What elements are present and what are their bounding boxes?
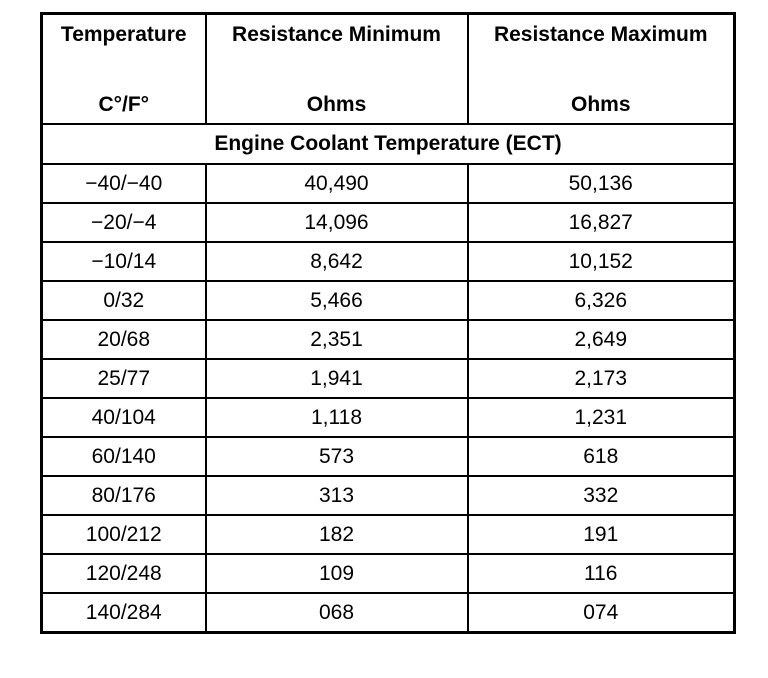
table-row: [42, 476, 735, 515]
table-row: [42, 203, 735, 242]
temperature-cell: 120/248: [42, 554, 206, 593]
temperature-cell: 20/68: [42, 320, 206, 359]
resistance-max-cell: 116: [468, 554, 735, 593]
table-row: [42, 515, 735, 554]
resistance-max-cell: 10,152: [468, 242, 735, 281]
temperature-cell: 60/140: [42, 437, 206, 476]
resistance-max-cell: 50,136: [468, 164, 735, 203]
resistance-max-cell: 2,173: [468, 359, 735, 398]
resistance-min-cell: 1,941: [206, 359, 468, 398]
resistance-max-cell: 1,231: [468, 398, 735, 437]
resistance-min-cell: 109: [206, 554, 468, 593]
header-resistance-minimum: [206, 14, 468, 125]
table-row: [42, 281, 735, 320]
resistance-max-cell: 6,326: [468, 281, 735, 320]
resistance-min-cell: 40,490: [206, 164, 468, 203]
header-resistance-maximum-label: Resistance Maximum: [493, 23, 708, 46]
header-temperature: [42, 14, 206, 125]
table-row: [42, 242, 735, 281]
table-row: [42, 359, 735, 398]
temperature-cell: 100/212: [42, 515, 206, 554]
header-temperature-label: Temperature: [60, 23, 187, 46]
resistance-max-cell: 16,827: [468, 203, 735, 242]
header-resistance-maximum: [468, 14, 735, 125]
table-row: [42, 320, 735, 359]
resistance-min-cell: 182: [206, 515, 468, 554]
table-row: [42, 554, 735, 593]
ect-resistance-table: [40, 12, 736, 634]
resistance-min-cell: 1,118: [206, 398, 468, 437]
temperature-cell: 80/176: [42, 476, 206, 515]
resistance-max-cell: 2,649: [468, 320, 735, 359]
temperature-cell: −10/14: [42, 242, 206, 281]
temperature-cell: 40/104: [42, 398, 206, 437]
header-row: [42, 14, 735, 125]
temperature-cell: −40/−40: [42, 164, 206, 203]
header-temperature-unit: C°/F°: [98, 93, 150, 116]
resistance-min-cell: 14,096: [206, 203, 468, 242]
header-resistance-maximum-unit: Ohms: [570, 93, 631, 116]
resistance-max-cell: 332: [468, 476, 735, 515]
resistance-min-cell: 573: [206, 437, 468, 476]
section-row: [42, 124, 735, 164]
resistance-min-cell: 313: [206, 476, 468, 515]
header-resistance-minimum-unit: Ohms: [306, 93, 367, 116]
table-row: [42, 593, 735, 633]
table-row: [42, 437, 735, 476]
resistance-max-cell: 191: [468, 515, 735, 554]
resistance-max-cell: 618: [468, 437, 735, 476]
temperature-cell: 0/32: [42, 281, 206, 320]
resistance-min-cell: 068: [206, 593, 468, 633]
table-row: [42, 398, 735, 437]
temperature-cell: −20/−4: [42, 203, 206, 242]
resistance-max-cell: 074: [468, 593, 735, 633]
resistance-min-cell: 5,466: [206, 281, 468, 320]
temperature-cell: 140/284: [42, 593, 206, 633]
resistance-min-cell: 2,351: [206, 320, 468, 359]
section-title: Engine Coolant Temperature (ECT): [42, 124, 735, 164]
temperature-cell: 25/77: [42, 359, 206, 398]
resistance-min-cell: 8,642: [206, 242, 468, 281]
table-row: [42, 164, 735, 203]
header-resistance-minimum-label: Resistance Minimum: [232, 23, 441, 46]
